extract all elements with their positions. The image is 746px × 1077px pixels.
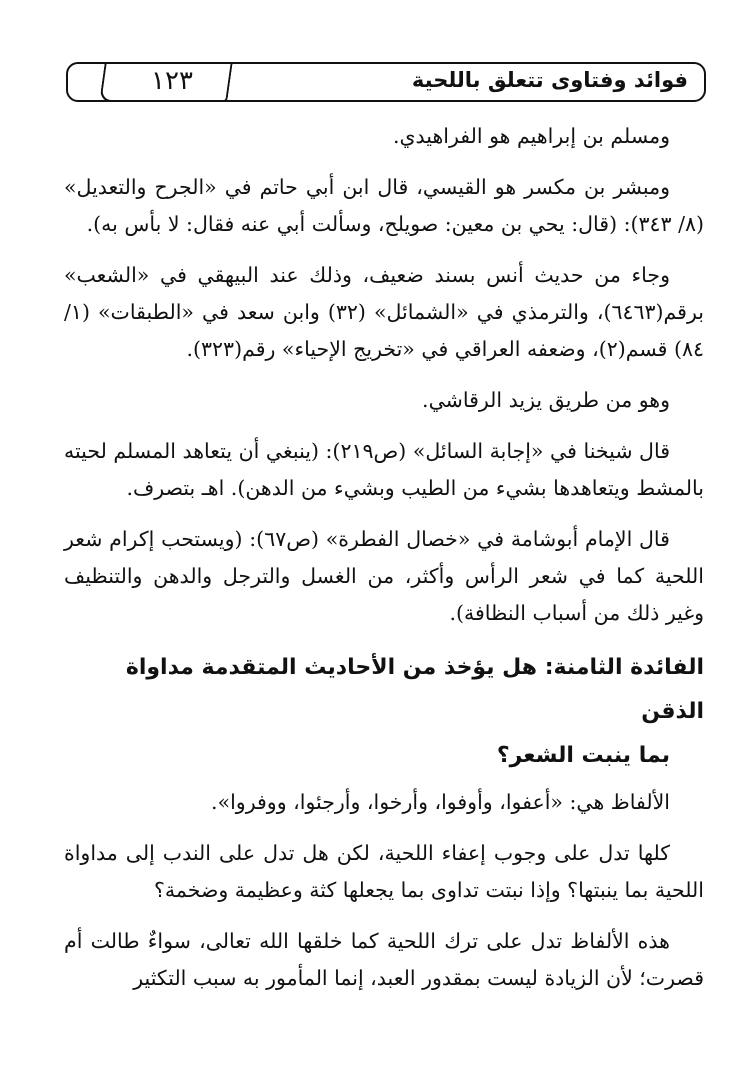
paragraph-5: قال شيخنا في «إجابة السائل» (ص٢١٩): (ينبغي أن يتعاهد المسلم لحيته بالمشط ويتعاهدها بشيء من الطيب وبشيء من الدهن). اهـ بتصرف.: [64, 439, 704, 500]
paragraph-2: ومبشر بن مكسر هو القيسي، قال ابن أبي حاتم في «الجرح والتعديل» (٨/ ٣٤٣): (قال: يحي بن معين: صويلح، وسألت أبي عنه فقال: لا بأس به).: [64, 175, 704, 236]
section-heading-line-1: الفائدة الثامنة: هل يؤخذ من الأحاديث المتقدمة مداواة الذقن: [125, 655, 704, 724]
paragraph-9: هذه الألفاظ تدل على ترك اللحية كما خلقها الله تعالى، سواءٌ طالت أم قصرت؛ لأن الزيادة ليست بمقدور العبد، إنما المأمور به سبب التكثير: [64, 929, 704, 990]
page-body: [64, 118, 704, 1011]
book-title: فوائد وفتاوى تتعلق باللحية: [411, 68, 688, 92]
running-header: [66, 62, 706, 102]
section-heading-line-2: بما ينبت الشعر؟: [496, 743, 670, 768]
section-heading: [64, 646, 704, 778]
paragraph-4: وهو من طريق يزيد الرقاشي.: [422, 388, 670, 412]
paragraph-8: كلها تدل على وجوب إعفاء اللحية، لكن هل تدل على الندب إلى مداواة اللحية بما ينبتها؟ وإذا نبتت تداوى بما يجعلها كثة وعظيمة وضخمة؟: [64, 841, 704, 902]
paragraph-7: الألفاظ هي: «أعفوا، وأوفوا، وأرخوا، وأرجئوا، ووفروا».: [211, 790, 670, 814]
paragraph-3: وجاء من حديث أنس بسند ضعيف، وذلك عند البيهقي في «الشعب» برقم(٦٤٦٣)، والترمذي في «الشمائل» (٣٢) وابن سعد في «الطبقات» (١/ ٨٤) قسم(٢)، وضعفه العراقي في «تخريج الإحياء» رقم(٣٢٣).: [64, 263, 704, 361]
page-number: ١٢٣: [151, 66, 193, 96]
paragraph-6: قال الإمام أبوشامة في «خصال الفطرة» (ص٦٧): (ويستحب إكرام شعر اللحية كما في شعر الرأس وأكثر، من الغسل والترجل والدهن والتنظيف وغير ذلك من أسباب النظافة).: [64, 527, 704, 625]
paragraph-1: ومسلم بن إبراهيم هو الفراهيدي.: [392, 124, 670, 148]
